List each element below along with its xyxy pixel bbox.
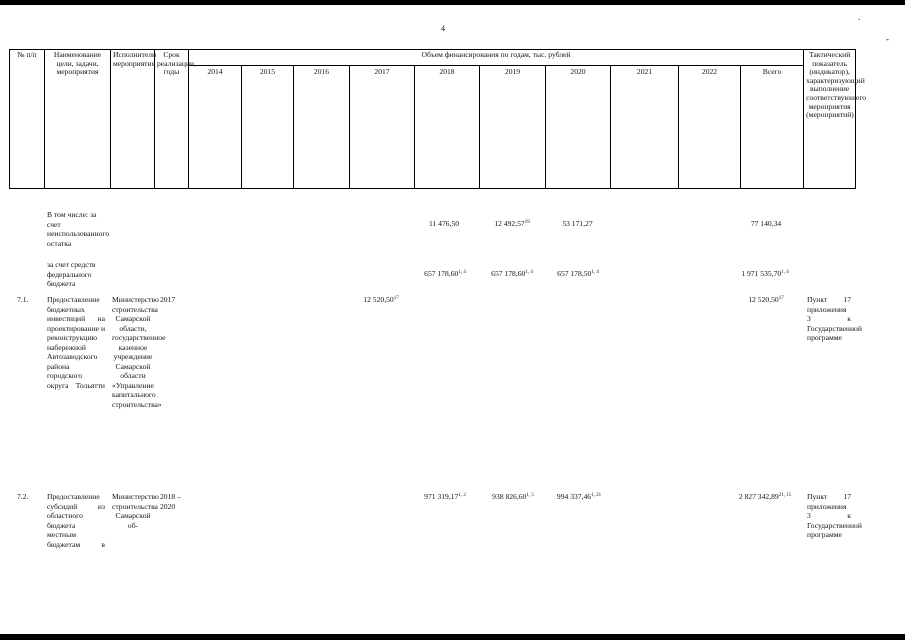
bottom-border bbox=[0, 634, 905, 640]
header-total: Всего bbox=[741, 66, 804, 189]
row-name: за счет средств федерального бюджета bbox=[47, 260, 96, 288]
row-term: 2018 – 2020 bbox=[160, 492, 181, 511]
header-year: 2021 bbox=[611, 66, 679, 189]
value-total: 2 827 342,89$^{21, 15}$ bbox=[738, 492, 792, 501]
page-number: 4 bbox=[441, 24, 445, 33]
margin-dot: . bbox=[858, 12, 861, 22]
value-2018: 11 476,50 bbox=[428, 219, 460, 228]
row-indicator: Пункт 17 приложения 3 к Государственной программе bbox=[807, 295, 862, 342]
header-num: № п/п bbox=[10, 50, 45, 189]
margin-dash: - bbox=[886, 34, 889, 44]
header-name: Наименование цели, задачи, мероприятия bbox=[45, 50, 111, 189]
header-year: 2022 bbox=[679, 66, 741, 189]
header-year: 2014 bbox=[189, 66, 242, 189]
value-total: 1 971 535,70$^{1, 4}$ bbox=[741, 269, 789, 278]
value-2017: 12 520,50$^{17}$ bbox=[363, 295, 399, 304]
header-year: 2019 bbox=[480, 66, 546, 189]
header-executor: Исполнители мероприятия bbox=[111, 50, 155, 189]
header-year: 2018 bbox=[415, 66, 480, 189]
value-2020: 657 178,50$^{1, 4}$ bbox=[557, 269, 599, 278]
header-term: Срок реализации, годы bbox=[155, 50, 189, 189]
table-header bbox=[9, 49, 867, 189]
row-number: 7.1. bbox=[17, 295, 29, 304]
header-year: 2016 bbox=[294, 66, 350, 189]
value-2019: 657 178,60$^{1, 4}$ bbox=[491, 269, 533, 278]
value-2019: 938 826,60$^{1, 5}$ bbox=[492, 492, 534, 501]
row-executor: Министерство строительства Самарской области, государственное казенное учреждение Самарской области «Управление капитального строительства» bbox=[112, 295, 166, 409]
header-year: 2020 bbox=[546, 66, 611, 189]
value-2020: 53 171,27 bbox=[562, 219, 593, 228]
value-total: 12 520,50$^{17}$ bbox=[748, 295, 784, 304]
header-year: 2015 bbox=[242, 66, 294, 189]
value-2020: 994 337,46$^{1, 21}$ bbox=[556, 492, 602, 501]
row-term: 2017 bbox=[160, 295, 176, 304]
top-border bbox=[0, 0, 905, 5]
value-2018: 657 178,60$^{1, 4}$ bbox=[424, 269, 466, 278]
header-funding: Объем финансирования по годам, тыс. рублей bbox=[189, 50, 804, 66]
header-year: 2017 bbox=[350, 66, 415, 189]
value-2019: 12 492,57$^{19}$ bbox=[494, 219, 530, 228]
row-name: Предоставление субсидий из областного бюджета местным бюджетам в bbox=[47, 492, 105, 549]
row-name: Предоставление бюджетных инвестиций на проектирование и реконструкцию набережной Автозаводского района городского округа Тольятти bbox=[47, 295, 106, 390]
row-number: 7.2. bbox=[17, 492, 29, 501]
value-2018: 971 319,17$^{1, 2}$ bbox=[424, 492, 466, 501]
value-total: 77 140,34 bbox=[750, 219, 782, 228]
row-name: В том числе: за счет неиспользованного остатка bbox=[47, 210, 110, 248]
header-indicator: Тактический показатель (индикатор), характеризующий выполнение соответствующего мероприятия (мероприятий) bbox=[804, 50, 856, 189]
row-executor: Министерство строительства Самарской об- bbox=[112, 492, 159, 530]
row-indicator: Пункт 17 приложения 3 к Государственной программе bbox=[807, 492, 862, 539]
